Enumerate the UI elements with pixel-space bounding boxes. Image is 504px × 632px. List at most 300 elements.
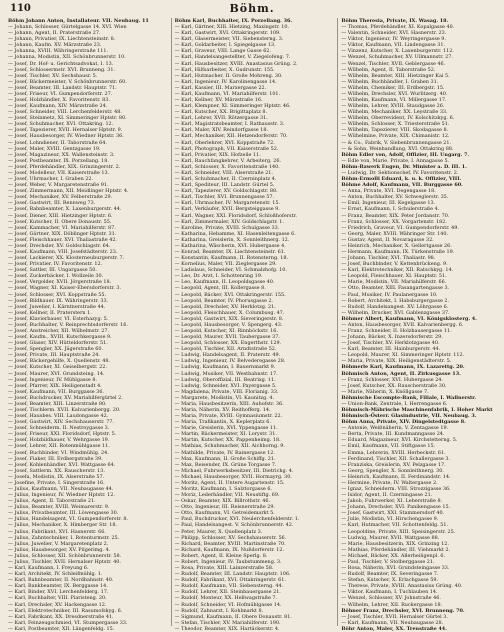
directory-entry: — Josef, Gastwirt, XXI. Stammersdorf 40. bbox=[341, 510, 445, 517]
running-head: Böhm. bbox=[229, 2, 275, 15]
directory-entry: — Stefan, Kutscher, X. Erlachgasse 59. bbox=[341, 577, 439, 584]
directory-entry: — Leopoldine, Private, XIII. Speisingerstr. 25. bbox=[341, 528, 456, 535]
directory-entry: — Valentin, Schneider, XVI. Hasnerstr. 23. bbox=[341, 30, 447, 37]
directory-entry: — Wilhelm, Drucker, XVI. Gablenzgasse 37. bbox=[341, 309, 450, 316]
directory-entry: — Marie, Modistin, VII. Mariahilferstr. 66. bbox=[341, 279, 447, 286]
directory-entry: — Isidor, Agent, II. Czerningasse 21. bbox=[341, 492, 433, 499]
directory-entry-heading: Böhner Franz, Drechsler, XVI. Brunneng. 70. bbox=[341, 607, 465, 614]
directory-entry: — Rudolf, Fabrikant, XVI. Ottakringerstr. 61. bbox=[174, 577, 286, 584]
directory-entry: — Karl, Hutmacher, VII. Schottenfeldg. 51. bbox=[341, 522, 449, 529]
directory-entry: — Karl, Graveur, VIII. Lange Gasse 62. bbox=[174, 48, 271, 55]
directory-entry: — Leopold, Agent, III. Kollergasse 8. bbox=[174, 285, 266, 292]
directory-entry: — Moritz, Kaufmann, I. Salztorgasse 6. bbox=[174, 486, 272, 493]
directory-entry: — Johann, Tischler, XVI. Thaliastr. 98. bbox=[341, 255, 436, 262]
directory-entry: — Josef, Pferdehändler, XIX. Grinzingerstr. 2. bbox=[8, 163, 121, 170]
directory-entry: — Wilhelmine, Private, XIX. Chimanistr. 12. bbox=[341, 133, 450, 140]
directory-entry: — Ludwig, Dr. Sektionschef, IV. Favoritenstr. 2. bbox=[341, 169, 459, 176]
directory-entry: — Emil, Ingenieur, III. Kegelgasse 13. bbox=[341, 200, 436, 207]
directory-entry-heading: Böhmisch-Mährische Maschinenfabrik, I. Hoher Markt bbox=[341, 407, 493, 413]
directory-entry: — Josef, Lehrer, XII. Rotenmühlgasse 11. bbox=[8, 443, 110, 450]
directory-entry: — Karl, Wagner, XXI. Floridsdorf, Schloßhoferstr. bbox=[174, 212, 297, 219]
directory-entry: — Julius, Schlosser, XII. Schönbrunnerstr. 58. bbox=[8, 552, 122, 559]
directory-entry: — Georg, Maler, XVIII. Währinger Str. 140. bbox=[341, 230, 449, 237]
directory-entry: — Josef, Fleischhauer, XVI. Thaliastraße 42. bbox=[8, 236, 117, 243]
directory-entry: — Josef, Hausbesorger, IV. Wiedner Hptstr. 36. bbox=[8, 133, 124, 140]
directory-entry: — Josef, Schlosser, XVI. Koppstraße 55. bbox=[8, 291, 107, 298]
directory-entry: — Viktor, Kaufmann, I. Tuchlauben 14. bbox=[341, 589, 438, 596]
directory-entry: — Karl, Magistratsbeamter, I. Rathausstr. 3. bbox=[174, 121, 285, 128]
directory-entry: — Paul, Musiker, IV. Paulanergasse 10. bbox=[341, 291, 438, 298]
directory-entry: — Karl, Mechaniker, XII. Hetzendorferstr. 70. bbox=[174, 133, 288, 140]
directory-entry: — Georg, Spengler, X. Sonnleithnerg. 30. bbox=[341, 467, 444, 474]
directory-entry: — Rudolf, Beamter, IX. Severingasse 7. bbox=[341, 571, 439, 578]
directory-entry: — Magdalena, Private, VIII. Florianig. 33. bbox=[174, 388, 279, 395]
directory-entry: — Karl, Binder, XVI. Lerchenfelderg. 17. bbox=[8, 589, 109, 596]
directory-entry: — Anton, Buchhalter, XV. Schweglerstr. 35. bbox=[341, 194, 449, 201]
directory-entry: — Leopold, Kutscher, XI. Rinnböckstr. 16. bbox=[174, 327, 278, 334]
directory-entry: — Karl, Zimmermaler, XIV. Goldschlagstr. 1. bbox=[174, 218, 284, 225]
directory-entry: — Karl, Kellner, XV. Märzstraße 16. bbox=[174, 97, 263, 104]
directory-entry: — Julius, Juwelier, V. Margaretenplatz 2. bbox=[8, 540, 109, 547]
directory-entry: — Josef, Lackierer, XX. Klosterneuburgerstr. 7. bbox=[8, 255, 125, 262]
directory-entry: — Wilhelm, Buchhändler, I. Graben 31. bbox=[341, 78, 439, 85]
directory-entry: — Julius, Ingenieur, IV. Wiedner Hptstr. 12. bbox=[8, 492, 115, 499]
directory-entry: — Karl, Schneider, VIII. Alserstraße 21. bbox=[174, 169, 273, 176]
directory-entry: — Josef, Buchhalter, V. Reinprechtsdorferstr. 16. bbox=[8, 321, 128, 328]
directory-entry: — Josef, Klavierbauer, VI. Esterhazyg. 5. bbox=[8, 315, 109, 322]
directory-entry-heading: Böhmer Albert, Kaufmann, VI. Königsklosterg. 4. bbox=[341, 315, 477, 322]
directory-entry: — Max, Reisender, IX. Grüne Torgasse 7. bbox=[174, 461, 277, 468]
directory-entry: — Wilhelm, Mechaniker, XX. Leystraße 33. bbox=[341, 109, 448, 116]
directory-entry: — Josef, Buchbinder, VI. Windmühlg. 24. bbox=[8, 449, 109, 456]
directory-entry: — Otto, Ingenieur, III. Reisnerstraße 29. bbox=[174, 504, 276, 511]
directory-entry: — Marie, Näherin, X. Knöllgasse 7. bbox=[341, 388, 429, 395]
directory-entry: — Rosa, Private, XIII. Lainzerstraße 58. bbox=[174, 565, 274, 572]
directory-entry: — Karl, Tapezierer, XV. Goldschlagstr. 88. bbox=[174, 188, 278, 195]
directory-entry: — Leopold, Maurer, XI. Simmeringer Hptstr. 112. bbox=[341, 352, 465, 359]
directory-entry: — Rudolf, Kaufmann, VII. Siebensterng. 44. bbox=[174, 583, 284, 590]
directory-entry: — Wilhelm, Schlosser, X. Triesterstraße 51. bbox=[341, 121, 450, 128]
directory-entry: — Therese, Private, XVIII. Anastasius Grüng. 40. bbox=[341, 583, 463, 590]
directory-entry: — Josef, Fiaker, III. Erdbergstraße 39. bbox=[8, 455, 103, 462]
directory-entry: — Vinzenz, Kutscher, X. Laxenburgerstr. 112. bbox=[341, 48, 454, 55]
directory-entry: — Otto, Beamter, XIII. Fasangartengasse 3. bbox=[341, 285, 450, 292]
directory-entry: — Josef, Tischler, XV. Sechshausr. 5. bbox=[8, 72, 98, 79]
directory-entry: — Josef, Beamter, XIII. Linzerstraße 80. bbox=[8, 400, 107, 407]
directory-entry: — Josef, Mechaniker, XV. Felberstraße 29. bbox=[8, 194, 113, 201]
directory-entry: — Josef, Holzbildhauer, V. Wehrgasse 19. bbox=[8, 437, 110, 444]
directory-entry: — Wilhelm, Kaufmann, VI. Millergasse 17. bbox=[341, 97, 447, 104]
directory-entry-heading: Böhm Edler von, Adolf, Offizier, III. Ungarg. 7. bbox=[341, 151, 470, 158]
directory-entry: — Michael, Fuhrwerksbesitzer, III. Dietrichg. 4. bbox=[174, 467, 294, 474]
directory-entry: — Josef, Magazineur, XX. Wallensteinstr. 3. bbox=[8, 151, 115, 158]
directory-entry: — Marie, Hausbesitzerin, XIX. Grinzing 12. bbox=[341, 540, 449, 547]
directory-entry: — Franz, Beamter, XIX. Peter Jordanstr. 70. bbox=[341, 212, 450, 219]
directory-entry: — Josef, Zuckerbäcker, I. Wollzeile 30. bbox=[8, 273, 104, 280]
directory-entry: — Johann, Privatier, IX. Liechtensteinstr. 8. bbox=[8, 36, 116, 43]
directory-entry: — Julius, Beamter, XVIII. Weimarerstr. 9. bbox=[8, 504, 110, 511]
directory-entry: — Josef, Kutscher, XI. Geiselbergstr. 22. bbox=[8, 364, 107, 371]
directory-entry: — Marie, Greislerin, XVI. Yppengasse 11. bbox=[174, 425, 278, 432]
directory-entry: — Josef, Kaufmann, VII. Burggasse 36. bbox=[8, 388, 104, 395]
directory-entry: — Josef, Pfarrer, XIX. Heiligenstadt 4. bbox=[8, 382, 102, 389]
directory-entry: — Karl, Architekt, IV. Schleifmühlg. 1. bbox=[8, 571, 103, 578]
directory-entry: — Ludwig, Handelsagent, II. Praterstr. 49. bbox=[174, 352, 281, 359]
directory-entry: — Karl, Elektrotechniker, III. Rasumofskyg. 6. bbox=[8, 607, 123, 614]
directory-entry: — Wenzel, Schlosser, XV. Johnstraße 46. bbox=[341, 595, 441, 602]
directory-entry: — Josef, Maler, XVIII. Gentzgasse 19. bbox=[8, 145, 101, 152]
directory-entry: — Karl, Hutmacher, II. Große Mohreng. 30. bbox=[174, 72, 283, 79]
directory-entry: — Josef, Tapezierer, XVII. Hernalser Hptstr. 9. bbox=[8, 127, 123, 134]
directory-entry: — Katharina, Greislerin, X. Sonnleithnerg. 12. bbox=[174, 236, 290, 243]
directory-entry: — Union-Bank, Zentrale, I. Herrengasse 6. bbox=[341, 400, 448, 407]
directory-entry: — Rudolf, Schneider, VI. Hofmühlgasse 14. bbox=[174, 601, 282, 608]
directory-entry: — & Co., Fabrik, V. Siebenbrunnengasse 21. bbox=[341, 139, 452, 146]
directory-entry-heading: Böhmische Escompte-Bank, Filiale, I. Wallnerstr. bbox=[341, 394, 477, 401]
directory-entry: — Leopold, Tischler, XII. Arndtstraße 52. bbox=[174, 346, 277, 353]
directory-entry: — Hermine, Private, IV. Waltergasse 2. bbox=[341, 479, 438, 486]
directory-entry: — Friedrich, Graveur, VI. Gumpendorferstr. 49. bbox=[341, 224, 459, 231]
directory-entry: — Karl, Privatier, XIX. Hofzeile 11. bbox=[174, 151, 261, 158]
directory-entry: — Theodor, Beamter, XIX. Hartäckerstr. 4. bbox=[174, 625, 280, 632]
directory-entry: — Josef, Modelleur, VII. Kaiserstraße 13. bbox=[8, 169, 110, 176]
directory-entry: — Franz, Schlosser, XX. Vorgartenstr. 182. bbox=[341, 218, 447, 225]
directory-entry: — Josef, Kohlenhändler, XVI. Wattgasse 64. bbox=[8, 461, 116, 468]
page-header bbox=[0, 0, 504, 18]
columns-container bbox=[8, 18, 498, 632]
directory-entry: — Karl, Rauchfangkehrer, V. Arbeiterg. 26. bbox=[174, 157, 282, 164]
directory-entry: — Rudolf, Lehrer, XII. Steinbauergasse 21. bbox=[174, 589, 281, 596]
directory-entry: — Rudolf, Zahnarzt, I. Kohlmarkt 8. bbox=[174, 607, 264, 614]
directory-entry: — Thomas, Pferdehändler, XI. Kopalgasse 40. bbox=[341, 24, 455, 31]
directory-entry-heading: Böhmisch Anton, Agent, II. Zirkusgasse 13. bbox=[341, 370, 461, 377]
directory-entry: — Robert, Ingenieur, IV. Taubstummeng. 3. bbox=[174, 558, 282, 565]
directory-entry: — Leopold, Fleischhauer, XI. Hauptstr. 51. bbox=[341, 273, 447, 280]
directory-entry-heading: Böhr Anton, Maler, XX. Treustraße 44. bbox=[341, 625, 447, 632]
directory-entry: — Josef, Kutscher, II. Obere Donaustr. 55. bbox=[8, 218, 112, 225]
directory-entry: — Kornelius, Maler, VII. Zieglergasse 29. bbox=[174, 261, 277, 268]
directory-entry: — Karl, Kutscher, XX. Brigittaplatz 8. bbox=[174, 109, 268, 116]
directory-entry-heading: Böhm-Bawerk Eugen, Dr. Minister a. D. III. 1. bbox=[341, 163, 467, 170]
directory-entry: — Leopold, Fleischhauer, X. Columbusg. 47. bbox=[174, 309, 285, 316]
directory-entry: — Josef, Friseur, VI. Gumpendorferstr. 27. bbox=[8, 90, 113, 97]
directory-entry: — Wilhelm, Lehrer, XVIII. Staudgasse 26. bbox=[341, 103, 445, 110]
directory-entry: — Josef, Kutscher, XX. Rauscherstraße 30. bbox=[341, 382, 447, 389]
directory-entry: — Karl, Elektrotechniker, XII. Ratschkyg. 14. bbox=[341, 267, 454, 274]
directory-entry: — Stefan, Tischler, XV. Mariahilferstr. 190. bbox=[174, 619, 281, 626]
directory-entry: — Heinrich, Kaufmann, II. Ferdinandstr. 14. bbox=[341, 473, 451, 480]
directory-entry: — Julius, Privatbeamter, III. Löwengasse 30. bbox=[8, 510, 119, 517]
directory-entry: — Josef, Ingenieur, IV. Mühlgasse 8. bbox=[8, 376, 98, 383]
directory-entry: — Karl, Lehrer, XVII. Rötzergasse 31. bbox=[174, 115, 268, 122]
directory-entry: — Franz, Schlosser, XVI. Hubergasse 24. bbox=[341, 376, 443, 383]
directory-entry: — Julius, Fabrikant, XVI. Hasnerstr. 66. bbox=[8, 528, 106, 535]
directory-entry: — Ernst, Kaufmann, I. Schulerstraße 4. bbox=[341, 206, 440, 213]
directory-entry: — Josef, Postbeamter, IX. Porzellang. 18. bbox=[8, 157, 109, 164]
directory-entry: — Leopold, Bäcker, XVI. Ottakringerstr. 155. bbox=[174, 291, 286, 298]
directory-entry: — Franziska, Greislerin, XV. Pelzgasse 17. bbox=[341, 461, 446, 468]
directory-entry: — Oskar, Beamter, XIX. Billrothstr. 46. bbox=[174, 498, 271, 505]
directory-entry: — Wilhelm, Beamter, XIII. Hietzinger Kai 5. bbox=[341, 72, 450, 79]
directory-entry: — Ludwig, Oberoffizial, III. Beatrixg. 11. bbox=[174, 376, 276, 383]
directory-entry: — Johanna, Modistin, XII. Schönbrunnerstr. 10. bbox=[8, 54, 126, 61]
directory-entry: — Josef, Uhrmacher, I. Graben 22. bbox=[8, 176, 94, 183]
directory-entry: — Ladislaus, Schneider, VI. Schmalzhofg. 10. bbox=[174, 267, 287, 274]
directory-entry: — Josef, Glaser, XIV. Hütteldorferstr. 51. bbox=[8, 340, 108, 347]
directory-entry: — Josefa, Modistin, IX. Alserstraße 57. bbox=[8, 473, 105, 480]
directory-entry: — Karl, Kaufmann, VII. Neubaugasse 28. bbox=[341, 619, 444, 626]
directory-entry: — Josef, Kammacher, VI. Mariahilferstr. 87. bbox=[8, 224, 116, 231]
directory-entry: — Karl, Kaufmann, VI. Mariahilferstr. 101. bbox=[174, 90, 281, 97]
directory-entry: — Johann, Drechsler, XVI. Panikengasse 15. bbox=[341, 504, 451, 511]
directory-entry: — Mathilde, Private, IV. Rainergasse 12. bbox=[174, 449, 275, 456]
directory-entry: — Johann, Agent, II. Praterstraße 27. bbox=[8, 30, 101, 37]
directory-entry: — Josef, Tischlerm. XVII. Kalvarienbergg. 20. bbox=[8, 407, 121, 413]
directory-entry: — Konstantin, Kaufmann, II. Rotensterng. 18. bbox=[174, 255, 289, 262]
directory-entry: — Karl, Bahnbeamter, II. Nordbahnstr. 40. bbox=[8, 577, 114, 584]
directory-entry: — Johann, Bäcker, X. Inzersdorferstr. 29. bbox=[341, 334, 443, 341]
directory-entry: — Karl, Photograph, VII. Kaiserstraße 52. bbox=[174, 145, 279, 152]
directory-entry: — Josef, Maurer, XVI. Grundsteing. 14. bbox=[8, 370, 105, 377]
directory-entry: — Karl, Gärtner, XIII. Hietzing, Maxingstr. 10. bbox=[174, 24, 290, 31]
directory-entry: — Rosa, Näherin, XVI. Grundsteingasse 33. bbox=[341, 565, 450, 572]
directory-entry-heading: Böhmerle Karl, Kaufmann, IX. Lazarettg. 20. bbox=[341, 364, 465, 371]
directory-entry-heading: Böhme Adolf, Kaufmann, VII. Burggasse 60. bbox=[341, 182, 463, 189]
directory-entry: — Michael, Hausbesorger, XVII. Hormayrg. 30. bbox=[174, 473, 292, 480]
directory-entry: — Karl, Buchhalter, VIII. Piaristeng. 20. bbox=[8, 595, 107, 602]
directory-entry: — Karl, Hilfsarbeiter, X. Gudrunstr. 155. bbox=[174, 66, 275, 73]
directory-entry: — Karl, Drechsler, XV. Hackengasse 12. bbox=[8, 601, 107, 608]
directory-entry: — Ludwig, Maurer, XVII. Wattgasse 88. bbox=[341, 534, 440, 541]
directory-entry: — Karl, Goldarbeiter, I. Spiegelgasse 13. bbox=[174, 42, 276, 49]
directory-entry: — Josef, Hausbes. VIII. Laudongasse 42. bbox=[8, 413, 109, 420]
directory-entry: — Karl, Feinzeugschmied, VI. Stumpergasse 33. bbox=[8, 619, 128, 626]
directory-entry: — Josef, Holzhändler, X. Favoritenstr. 83. bbox=[8, 97, 110, 104]
directory-entry: — Karl, Schlosser, X. Favoritenstraße 140. bbox=[174, 163, 280, 170]
directory-entry: — Josef, Juwelier, I. Kärntnerstraße 44. bbox=[8, 303, 106, 310]
directory-entry: — Paul, Buchdrucker, XVI. Neulerchenfelderstr. 1. bbox=[174, 516, 300, 523]
directory-entry: — Josef, Weber, V. Margaretenstraße 91. bbox=[8, 182, 109, 189]
directory-entry: — Josef, Steinmetz, XI. Simmeringer Hptstr. 80. bbox=[8, 115, 127, 122]
directory-entry: — Robert, Agent, II. Kleine Sperlg. 8. bbox=[174, 552, 268, 559]
directory-entry: — Julius, Mechaniker, X. Himberger Str. 18. bbox=[8, 522, 117, 529]
column-2 bbox=[171, 18, 332, 632]
directory-entry: — Karl, Bankbeamter, IX. Berggasse 14. bbox=[8, 583, 108, 590]
directory-entry: — Josef, Sattler, III. Ungargasse 50. bbox=[8, 267, 97, 274]
directory-entry: — Anton, Hausbesorger, XVII. Kalvarienbergg. 6. bbox=[341, 321, 464, 328]
directory-entry: — Maria, Hausbesitzerin, XIII. Auhofstr. 36. bbox=[174, 400, 284, 407]
directory-entry: — Josef, Kaufmann, VIII. Josefstädterstr. 23. bbox=[8, 248, 118, 255]
directory-entry: — Josef, Kellner, II. Praterstern 1. bbox=[8, 309, 92, 316]
directory-entry: — Karl, Oberlehrer, XVI. Koppstraße 72. bbox=[174, 139, 275, 146]
column-3 bbox=[337, 18, 498, 632]
directory-entry: — Viktor, Ingenieur, IV. Weyringergasse 9. bbox=[341, 36, 446, 43]
column-1 bbox=[8, 18, 165, 632]
directory-entry: — Michael, Bäcker, XX. Allerheiligenpl. 6. bbox=[341, 552, 446, 559]
directory-entry: — Leopold, Gastwirt, XIX. Sieveringerstr. 8. bbox=[174, 315, 284, 322]
directory-entry: — Paul, Handelsangest. V. Schönbrunnerstr. 42. bbox=[174, 522, 294, 529]
directory-entry: — Josef, Buchbinder, V. Kettenbrückeng. 9. bbox=[341, 261, 448, 268]
directory-entry: — Paul, Tischler, V. Stolberggasse 21. bbox=[341, 558, 435, 565]
directory-entry: — Margarete, Modistin, VI. Kaunitzg. 4. bbox=[174, 394, 275, 401]
page-number: 110 bbox=[10, 3, 31, 14]
directory-entry: — Robert, Architekt, I. Habsburgergasse 2. bbox=[341, 297, 450, 304]
directory-entry: — Josef, Bildhauer, IX. Währingerstr. 33. bbox=[8, 297, 109, 304]
directory-entry: — Ludwig, Kaufmann, I. Bauernmarkt 9. bbox=[174, 364, 276, 371]
directory-entry: — Karl, Handelsangestellter, V. Ziegelofeng. 7. bbox=[174, 54, 291, 61]
directory-entry: — Leo, Kaufmann, II. Leopoldsgasse 40. bbox=[174, 279, 275, 286]
directory-entry: — Josef, Tischler, XV. Herklotzgasse 40. bbox=[341, 340, 440, 347]
directory-entry: — Karl, Uhrmacher, IV. Margaretenstr. 15. bbox=[174, 200, 280, 207]
directory-entry: — Josef, Private, III. Hauptstraße 24. bbox=[8, 352, 100, 359]
directory-entry: — Katharina, Hebamme, XI. Hasenleitengasse 6. bbox=[174, 230, 296, 237]
directory-entry: — Wenzel, Schuhmacher, XV. Ullmannstr. 27. bbox=[341, 54, 453, 61]
directory-entry: — Sigmund, Kaufmann, II. Obere Donaustr. 81. bbox=[174, 613, 292, 620]
directory-entry-heading: Böhm Karl, Buchhalter, IX. Porzellang. 36. bbox=[174, 18, 293, 24]
directory-entry: — Josef, Lohndiener, II. Taborstraße 64. bbox=[8, 139, 107, 146]
directory-entry: — Josef, Zimmermann, XII. Meidlinger Hptstr. 4. bbox=[8, 188, 129, 195]
directory-entry: — Rudolf, Handelsangest. XV. Löhrgasse 6. bbox=[341, 303, 449, 310]
directory-entry: — Jakob, Fuhrwerker, XI. Leberstraße 8. bbox=[341, 498, 443, 505]
directory-entry: — Rudolf, Monteur, XX. Hellwagstraße 7. bbox=[174, 595, 278, 602]
directory-entry: — Karl, Verkäufer, XVII. Bergsteiggasse 9. bbox=[174, 206, 280, 213]
directory-entry: — Ignaz, Schneiderm. VIII. Strozzigasse 36. bbox=[341, 486, 451, 493]
directory-entry: — Julius, Kaufmann, VII. Neubaugasse 44. bbox=[8, 486, 114, 493]
directory-entry: — Josef, Vergolder, XVII. Jörgerstraße 18. bbox=[8, 279, 112, 286]
directory-entry-heading: Böhm Theresia, Private, IX. Wasag. 18. bbox=[341, 18, 449, 24]
directory-entry: — Julie, Modistin, VI. Hirschengasse 9. bbox=[341, 516, 439, 523]
directory-entry: — Josef, Spengler, XX. Jägerstraße 60. bbox=[8, 346, 104, 353]
directory-entry: — Katharina, Wäscherin, XVI. Hubergasse 4. bbox=[174, 242, 286, 249]
directory-entry: — Hermann, Kaufmann, IX. Türkenstraße 19. bbox=[341, 248, 455, 255]
directory-entry: — Ferdinand, Tischler, XII. Schallergasse 3. bbox=[341, 455, 451, 462]
directory-entry: — Josefine, Private, I. Singerstraße 16. bbox=[8, 479, 105, 486]
directory-entry: — Josef, Bahnbeamter, X. Laxenburgerstr. 44. bbox=[8, 206, 122, 213]
directory-entry: — Emil, Kaufmann, VII. Stiftgasse 15. bbox=[341, 443, 436, 450]
directory-entry: — Anna, Private, XVI. Degengasse 18. bbox=[341, 188, 436, 195]
directory-entry: — Karl, Beamter, III. Hainburgerstr. 44. bbox=[341, 346, 441, 353]
directory-entry: — Maria, Trafikantin, X. Keplerplatz 6. bbox=[174, 419, 271, 426]
directory-entry: — Josef, Kaufm., XVIII. Kutschkergasse 9. bbox=[8, 334, 112, 341]
directory-entry: — Rudolf, Beamter, III. Landstr. Hauptstr. 106. bbox=[174, 571, 291, 578]
directory-entry: — Josef, Kaufmann, XIV. Märzstraße 24. bbox=[8, 103, 108, 110]
directory-entry: — Josef, Schlossermstr. XVI. Brunneng. 31. bbox=[8, 66, 116, 73]
directory-entry: — Josef, Schneider, VIII. Lerchenfelderstr. 48. bbox=[8, 109, 122, 116]
directory-entry: — Peter, Maurer, X. Quellenplatz 3. bbox=[174, 528, 263, 535]
directory-entry: — Maria, Näherin, XV. Reithofferg. 14. bbox=[174, 407, 271, 413]
directory-entry-heading: Böhm Anna, Private, XIV. Dingelstedtgasse 8. bbox=[341, 419, 466, 426]
directory-entry: — Karoline, Private, XVIII. Schulgasse 33. bbox=[174, 224, 280, 231]
directory-entry: — Leopold, Maurer, XVII. Taubergasse 37. bbox=[174, 334, 280, 341]
directory-entry: — Mathias, Pferdehändler, III. Viehmarkt 2. bbox=[341, 546, 450, 553]
directory-entry: — Leopold, Beamter, IV. Phorusgasse 2. bbox=[174, 297, 274, 304]
directory-entry: — Josef, Anstreicher, XII. Wilhelmstr. 27. bbox=[8, 327, 110, 334]
directory-entry: — Richard, Beamter, XVIII. Martinstraße 70. bbox=[174, 540, 286, 547]
directory-entry: — Johanna, XVIII. Währingerstraße 111. bbox=[8, 48, 109, 55]
directory-entry-heading: Böhmisch-Österr. Glasindustrie, VII. Neubaug. 3. bbox=[341, 413, 477, 420]
directory-entry: — Berta, Private, III. Kundmanngasse 24. bbox=[341, 431, 445, 438]
directory-entry: — Heinrich, Mechaniker, X. Gellertgasse 26. bbox=[341, 242, 452, 249]
directory-entry: — Wilhelm, Tapezierer, VIII. Skodagasse 8. bbox=[341, 127, 449, 134]
directory-entry: — Leo, Dr. Arzt, I. Schottenring 19. bbox=[174, 273, 263, 280]
directory-entry: — Max, Kaufmann, II. Große Schiffg. 21. bbox=[174, 455, 276, 462]
directory-entry: — Wilhelm, Chemiker, III. Erdbergstr. 15. bbox=[341, 84, 445, 91]
directory-entry: — Karl, Kassier, III. Marxergasse 22. bbox=[174, 84, 267, 91]
directory-entry: — Ludwig, Schneider, XVI. Payergasse 5. bbox=[174, 382, 277, 389]
directory-entry: — Wenzel, Tischler, XVII. Geblergasse 46. bbox=[341, 60, 446, 67]
directory-entry: — Gustav, Agent, II. Novaragasse 32. bbox=[341, 236, 434, 243]
directory-entry: — Josef, Diener, XIII. Hietzinger Hptstr. 6. bbox=[8, 212, 113, 219]
directory-entry: — Maria, Private, XVIII. Gymnasiumstr. 22. bbox=[174, 413, 283, 420]
directory-entry: — Antonie, Weißnäherin, V. Zentagasse 19. bbox=[341, 425, 449, 432]
directory-entry: — Konrad, Beamter, IX. Liechtensteinstr. 61. bbox=[174, 248, 286, 255]
directory-entry: — Karl, Maler, XIV. Reindorfgasse 18. bbox=[174, 127, 268, 134]
directory-entry: — Josef, Dr. Hof- u. Gerichtsadvokat, I. 13. bbox=[8, 60, 114, 67]
directory-entry: — Josef, Privatier, IV. Favoritenstr. 12. bbox=[8, 261, 103, 268]
directory-entry: — Moriz, Lederhändler, VII. Neustiftg. 69. bbox=[174, 492, 280, 499]
directory-entry: — Eduard, Magazineur, XVI. Kirchstetterng. 5. bbox=[341, 437, 458, 444]
directory-entry: — Leopold, Schlosser, XX. Engerthstr. 129. bbox=[174, 340, 282, 347]
directory-entry: — Karl, Glasermeister, VII. Siebensterng. 3. bbox=[174, 36, 284, 43]
directory-entry: — Leopold, Hausbesorger, V. Spengerg. 43. bbox=[174, 321, 283, 328]
directory-entry: — Josef, Schuhmacher, XVI. Ottakring. 12. bbox=[8, 121, 114, 128]
directory-entry: — Josef, Schneiderm. II. Nestroygasse 3. bbox=[8, 425, 110, 432]
directory-entry: — Julius, Agent, II. Taborstraße 21. bbox=[8, 498, 96, 505]
directory-entry: — Edle von, Marie, Private, I. Annagasse 5. bbox=[341, 157, 450, 164]
directory-entry: — Karl, Fabrikant, XX. Dresdnerstraße 41. bbox=[8, 613, 114, 620]
directory-entry: — Moritz, Agent, II. Untere Augartenstr. 15. bbox=[174, 479, 285, 486]
directory-entry: — Mathias, Schuhmacher, XII. Aichhorng. 9. bbox=[174, 443, 285, 450]
directory-entry: — Ludwig, Ingenieur, IV. Belvederegasse 28. bbox=[174, 358, 286, 365]
directory-entry: — Josef, Bäckermeister, V. Schönbrunnerstr. 60. bbox=[8, 78, 127, 85]
directory-entry: — Karl, Gastwirt, XVI. Ottakringerstr. 109. bbox=[174, 30, 281, 37]
directory-entry: — Karl, Kaufmann, I. Freyung 6. bbox=[8, 565, 89, 572]
directory-entry: — Otto, Kaufmann, VI. Getreidemarkt 5. bbox=[174, 510, 275, 517]
directory-entry: — Maria, Private, XIX. Heiligenstädterstr. 5. bbox=[341, 358, 452, 365]
directory-entry: — Josef, Friseur, XXI. Floridsdorf, Hptstr. 5. bbox=[8, 431, 117, 438]
directory-entry: — Karl, Ingenieur, IV. Karolinengasse 14. bbox=[174, 78, 277, 85]
directory-entry: — Wilhelm, Lehrer, XII. Ruckergasse 18. bbox=[341, 601, 443, 608]
directory-entry: — Josef, Buchdrucker, XV. Mariahilfergürtel 2. bbox=[8, 394, 123, 401]
directory-entry: — Josef, Tischler, XVII. Hernalser Gürtel 3. bbox=[341, 613, 448, 620]
directory-entry: — Julius, Hausbesorger, XV. Pilgerimg. 4. bbox=[8, 546, 111, 553]
directory-entry: — Josef, Gastwirt, III. Rennweg 73. bbox=[8, 200, 96, 207]
directory-entry: — Martin, Bäckermeister, XI. Lorystr. 31. bbox=[174, 431, 277, 438]
directory-entry: — Karl, Klempner, XI. Simmeringer Hptstr. 46. bbox=[174, 103, 291, 110]
directory-entry: — Franz, Schneider, II. Holzhausergasse 11. bbox=[341, 327, 452, 334]
directory-entry: — Josef, Sattlerm. XX. Rauscherstr. 13. bbox=[8, 467, 105, 474]
directory-entry: — Viktor, Kaufmann, VII. Lindengasse 31. bbox=[341, 42, 446, 49]
directory-entry: — Martin, Kutscher, XX. Pappenheimg. 18. bbox=[174, 437, 281, 444]
directory-entry: — Karl, Hausbesitzer, XVIII. Anastasius Grüng. 2. bbox=[174, 60, 298, 67]
directory-entry: — Philipp, Schlosser, XV. Sechshauserstr. 56. bbox=[174, 534, 287, 541]
directory-entry: — Julius, Zahntechniker, I. Rotenturmstr. 25. bbox=[8, 534, 120, 541]
directory-entry: — Johann, Schlosser, Gürtelgasse 14. XVI. Wien bbox=[8, 24, 127, 31]
directory-entry: — Josef, Gärtner, XIX. Döblinger Hptstr. 31. bbox=[8, 230, 117, 237]
directory-entry: — Karl, Tischler, XVI. Brunnengasse 57. bbox=[174, 194, 275, 201]
directory-entry: — Karl, Schuhmacher, II. Czerninplatz 4. bbox=[174, 176, 277, 183]
directory-entry: — Emma, Lehrerin, XVIII. Herbeckstr. 61. bbox=[341, 449, 446, 456]
directory-entry: — Julius, Tischler, XVII. Hernalser Hptstr. 40. bbox=[8, 558, 121, 565]
directory-entry: — Josef, Wagner, XI. Kaiser-Ebersdorferstr. 3. bbox=[8, 285, 122, 292]
directory-entry: — Josef, Beamter, III. Landstr. Hauptstr. 71. bbox=[8, 84, 117, 91]
directory-entry: — Josef, Bäckergehilfe, X. Quellenstr. 48. bbox=[8, 358, 111, 365]
directory-entry: — Karl, Spediteur, III. Landstr. Gürtel 5. bbox=[174, 182, 275, 189]
directory-entry: — & Sohn, Weinhandlung, XVI. Ottakring 88. bbox=[341, 145, 454, 152]
directory-entry-heading: Böhm-Ermolli Eduard, k. u. k. Offizier, VIII. bbox=[341, 176, 462, 183]
directory-entry: — Richard, Kaufmann, IX. Nußdorferstr. 12. bbox=[174, 546, 285, 553]
directory-entry: — Leopold, Drechsler, XV. Herklotzg. 21. bbox=[174, 303, 276, 310]
